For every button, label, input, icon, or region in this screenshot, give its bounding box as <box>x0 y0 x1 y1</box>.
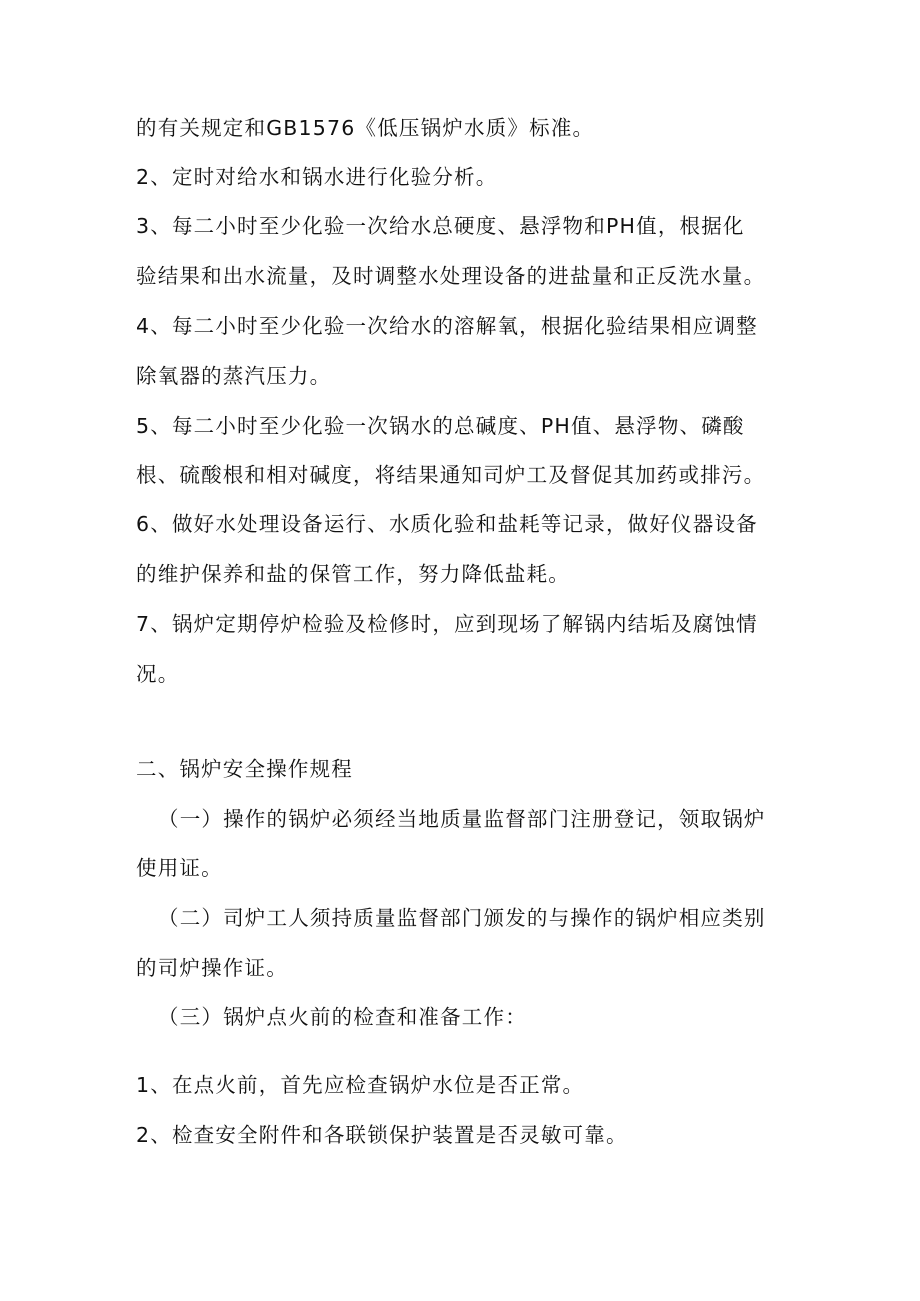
text-line: 验结果和出水流量，及时调整水处理设备的进盐量和正反洗水量。 <box>136 264 766 288</box>
text-line: 根、硫酸根和相对碱度，将结果通知司炉工及督促其加药或排污。 <box>136 463 766 487</box>
text-line: 2、定时对给水和锅水进行化验分析。 <box>136 165 498 189</box>
section-heading: 二、锅炉安全操作规程 <box>136 757 353 781</box>
text-line: 5、每二小时至少化验一次锅水的总碱度、PH值、悬浮物、磷酸 <box>136 414 745 438</box>
text-line: （二）司炉工人须持质量监督部门颁发的与操作的锅炉相应类别 <box>158 906 766 930</box>
text-line: 7、锅炉定期停炉检验及检修时，应到现场了解锅内结垢及腐蚀情 <box>136 612 758 636</box>
text-line: 的维护保养和盐的保管工作，努力降低盐耗。 <box>136 562 570 586</box>
text-line: 1、在点火前，首先应检查锅炉水位是否正常。 <box>136 1073 585 1097</box>
text-line: 3、每二小时至少化验一次给水总硬度、悬浮物和PH值，根据化 <box>136 214 745 238</box>
text-line: 况。 <box>136 662 180 686</box>
text-line: 除氧器的蒸汽压力。 <box>136 364 332 388</box>
text-line: 6、做好水处理设备运行、水质化验和盐耗等记录，做好仪器设备 <box>136 512 758 536</box>
subsection-heading: （三）锅炉点火前的检查和准备工作： <box>158 1005 527 1029</box>
text-line: （一）操作的锅炉必须经当地质量监督部门注册登记，领取锅炉 <box>158 807 766 831</box>
text-line: 4、每二小时至少化验一次给水的溶解氧，根据化验结果相应调整 <box>136 314 758 338</box>
text-line: 使用证。 <box>136 856 223 880</box>
text-line: 2、检查安全附件和各联锁保护装置是否灵敏可靠。 <box>136 1123 628 1147</box>
text-line: 的司炉操作证。 <box>136 956 288 980</box>
text-line: 的有关规定和GB1576《低压锅炉水质》标准。 <box>136 116 595 140</box>
